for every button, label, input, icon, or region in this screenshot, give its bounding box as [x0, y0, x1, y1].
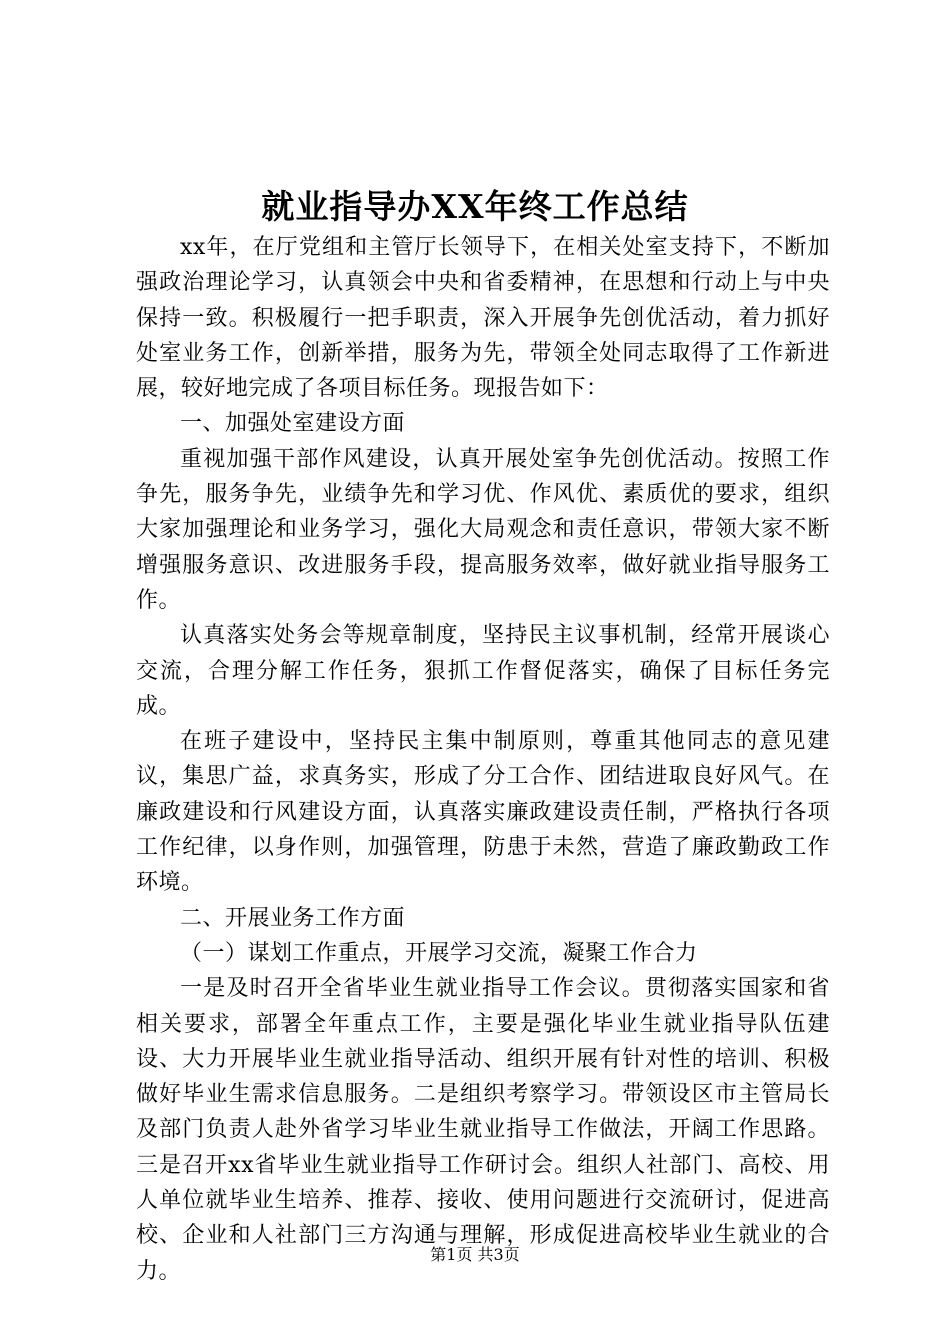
- page-footer: 第1页 共3页: [430, 1245, 520, 1264]
- paragraph-work-items: 一是及时召开全省毕业生就业指导工作会议。贯彻落实国家和省相关要求，部署全年重点工作，主要是强化毕业生就业指导队伍建设、大力开展毕业生就业指导活动、组织开展有针对性的培训、积极做好毕业生需求信息服务。二是组织考察学习。带领设区市主管局长及部门负责人赴外省学习毕业生就业指导工作做法，开阔工作思路。三是召开xx省毕业生就业指导工作研讨会。组织人社部门、高校、用人单位就毕业生培养、推荐、接收、使用问题进行交流研讨，促进高校、企业和人社部门三方沟通与理解，形成促进高校毕业生就业的合力。: [136, 976, 830, 1284]
- subsection-heading-1: （一）谋划工作重点，开展学习交流，凝聚工作合力: [180, 940, 698, 966]
- paragraph-team-building: 在班子建设中，坚持民主集中制原则，尊重其他同志的意见建议，集思广益，求真务实，形成了分工合作、团结进取良好风气。在廉政建设和行风建设方面，认真落实廉政建设责任制，严格执行各项工作纪律，以身作则，加强管理，防患于未然，营造了廉政勤政工作环境。: [136, 729, 830, 896]
- section-heading-2: 二、开展业务工作方面: [180, 905, 406, 931]
- section-heading-1: 一、加强处室建设方面: [180, 411, 406, 437]
- document-title: 就业指导办XX年终工作总结: [261, 187, 689, 226]
- paragraph-intro: xx年，在厅党组和主管厅长领导下，在相关处室支持下，不断加强政治理论学习，认真领会中央和省委精神，在思想和行动上与中央保持一致。积极履行一把手职责，深入开展争先创优活动，着力抓好处室业务工作，创新举措，服务为先，带领全处同志取得了工作新进展，较好地完成了各项目标任务。现报告如下：: [136, 235, 830, 402]
- document-body: [136, 230, 830, 1289]
- paragraph-style-building: 重视加强干部作风建设，认真开展处室争先创优活动。按照工作争先，服务争先，业绩争先和学习优、作风优、素质优的要求，组织大家加强理论和业务学习，强化大局观念和责任意识，带领大家不断增强服务意识、改进服务手段，提高服务效率，做好就业指导服务工作。: [136, 446, 830, 613]
- paragraph-rules: 认真落实处务会等规章制度，坚持民主议事机制，经常开展谈心交流，合理分解工作任务，狠抓工作督促落实，确保了目标任务完成。: [136, 623, 830, 719]
